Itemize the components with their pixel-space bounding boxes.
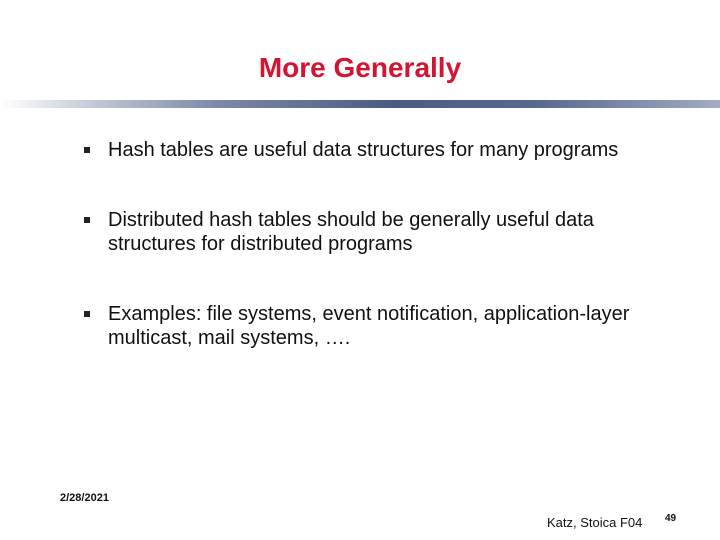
- title-divider: [0, 100, 720, 108]
- footer-author: Katz, Stoica F04: [547, 515, 643, 530]
- bullet-item: [84, 138, 684, 162]
- bullet-text: Hash tables are useful data structures for many programs: [108, 139, 619, 161]
- square-bullet-icon: [84, 311, 90, 317]
- slide-title: More Generally: [258, 52, 462, 83]
- page-number: 49: [665, 513, 677, 524]
- footer-date: 2/28/2021: [60, 492, 109, 504]
- bullet-text: Examples: file systems, event notification, application-layer multicast, mail systems, ….: [108, 303, 630, 349]
- bullet-item: [84, 302, 684, 350]
- square-bullet-icon: [84, 147, 90, 153]
- bullet-text: Distributed hash tables should be generally useful data structures for distributed programs: [108, 209, 594, 255]
- square-bullet-icon: [84, 217, 90, 223]
- bullet-item: [84, 208, 684, 256]
- bullet-list: [84, 138, 684, 396]
